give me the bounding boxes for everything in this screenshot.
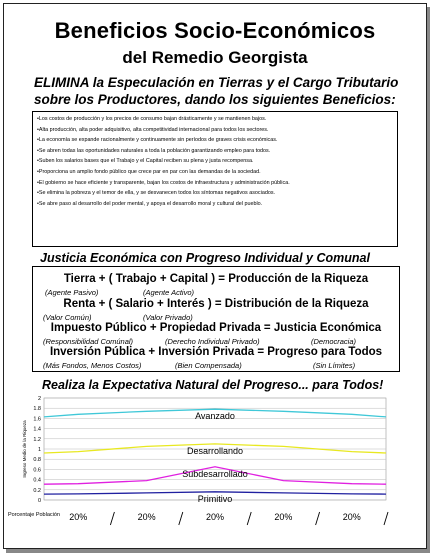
series-label: Avanzado — [195, 411, 235, 422]
page-subtitle: del Remedio Georgista — [122, 48, 308, 67]
y-tick-label: 1 — [37, 447, 41, 453]
y-axis-label: Ingreso Medio de la Riqueza — [22, 420, 27, 478]
x-tick-label: 20% — [274, 512, 293, 522]
benefit-item: • Se abre paso al desarrollo del poder mental, y apoya el desarrollo moral y cultural del pueblo. — [37, 199, 393, 210]
y-tick-label: 0.4 — [33, 477, 41, 484]
flyer-page — [3, 3, 427, 549]
benefit-item: • Proporciona un amplio fondo público que crece par en par con las demandas de la sociedad. — [37, 167, 393, 178]
x-tick-label: 20% — [342, 512, 361, 522]
equation-2-label-2: (Valor Privado) — [143, 313, 193, 322]
benefit-item: • Se abren todas las oportunidades naturales a toda la población garantizando empleo para todos. — [37, 146, 393, 157]
y-tick-label: 0 — [37, 498, 41, 504]
y-tick-label: 1.4 — [33, 426, 41, 433]
benefits-box — [32, 111, 398, 247]
benefit-item: • Se elimina la pobreza y el temor de ella, y se desvanecen todos los síntomas negativos asociados. — [37, 188, 393, 199]
equation-4-label-1: (Más Fondos, Menos Costos) — [43, 361, 142, 370]
equation-1-label-2: (Agente Activo) — [143, 288, 194, 297]
series-label: Desarrollando — [186, 445, 244, 456]
page-title: Beneficios Socio-Económicos — [54, 18, 376, 43]
equation-3-label-3: (Democracia) — [311, 337, 357, 346]
x-separator — [247, 512, 251, 525]
section-title-justice: Justicia Económica con Progreso Individual y Comunal — [40, 251, 370, 265]
y-tick-label: 1.8 — [33, 406, 41, 413]
equation-3: Impuesto Público + Propiedad Privada = Justicia Económica — [50, 322, 382, 334]
benefit-item: • Alta producción, alta poder adquisitivo, alta competitividad internacional para todos los sectores. — [37, 125, 393, 136]
equation-2-label-1: (Valor Común) — [43, 313, 92, 322]
y-tick-label: 1.2 — [33, 436, 41, 443]
section-title-progress: Realiza la Expectativa Natural del Progreso... para Todos! — [42, 378, 384, 392]
series-label: Primitivo — [197, 493, 233, 504]
benefit-item: • Suben los salarios bases que el Trabajo y el Capital reciben su plena y justa recompensa. — [37, 156, 393, 167]
x-separator — [384, 512, 388, 525]
equation-4-label-3: (Sin Límites) — [313, 361, 356, 370]
equation-1: Tierra + ( Trabajo + Capital ) = Producción de la Riqueza — [63, 273, 369, 285]
y-tick-label: 0.6 — [33, 467, 41, 474]
equation-1-label-1: (Agente Pasivo) — [45, 288, 99, 297]
equation-3-label-2: (Derecho Individual Privado) — [165, 337, 260, 346]
x-tick-label: 20% — [69, 512, 88, 522]
benefit-item: • El gobierno se hace eficiente y transparente, bajan los costos de infraestructura y administración pública. — [37, 178, 393, 189]
x-separator — [110, 512, 114, 525]
x-axis-label: Porcentaje Población — [8, 512, 60, 518]
x-tick-label: 20% — [137, 512, 156, 522]
equation-3-label-1: (Responsibilidad Comúnal) — [43, 337, 134, 346]
intro-text: ELIMINA la Especulación en Tierras y el Cargo Tributario sobre los Productores, dando los siguientes Beneficios: — [34, 75, 399, 107]
equations-box — [32, 266, 400, 372]
series-label: Subdesarrollado — [182, 468, 248, 479]
x-tick-label: 20% — [205, 512, 225, 522]
benefits-list — [37, 114, 393, 209]
equation-4: Inversión Pública + Inversión Privada = Progreso para Todos — [49, 346, 383, 358]
benefit-item: • Los costos de producción y los precios de consumo bajan drásticamente y se mantienen bajos. — [37, 114, 393, 125]
y-tick-label: 1.6 — [33, 416, 41, 423]
y-tick-label: 0.2 — [33, 487, 41, 494]
y-tick-label: 2 — [37, 396, 41, 402]
equation-2: Renta + ( Salario + Interés ) = Distribución de la Riqueza — [63, 298, 369, 310]
y-tick-label: 0.8 — [33, 457, 41, 464]
x-separator — [316, 512, 320, 525]
x-separator — [179, 512, 183, 525]
equation-4-label-2: (Bien Compensada) — [175, 361, 242, 370]
income-chart — [4, 394, 426, 544]
benefit-item: • La economía se expande racionalmente y continuamente sin períodos de graves crisis económicas. — [37, 135, 393, 146]
